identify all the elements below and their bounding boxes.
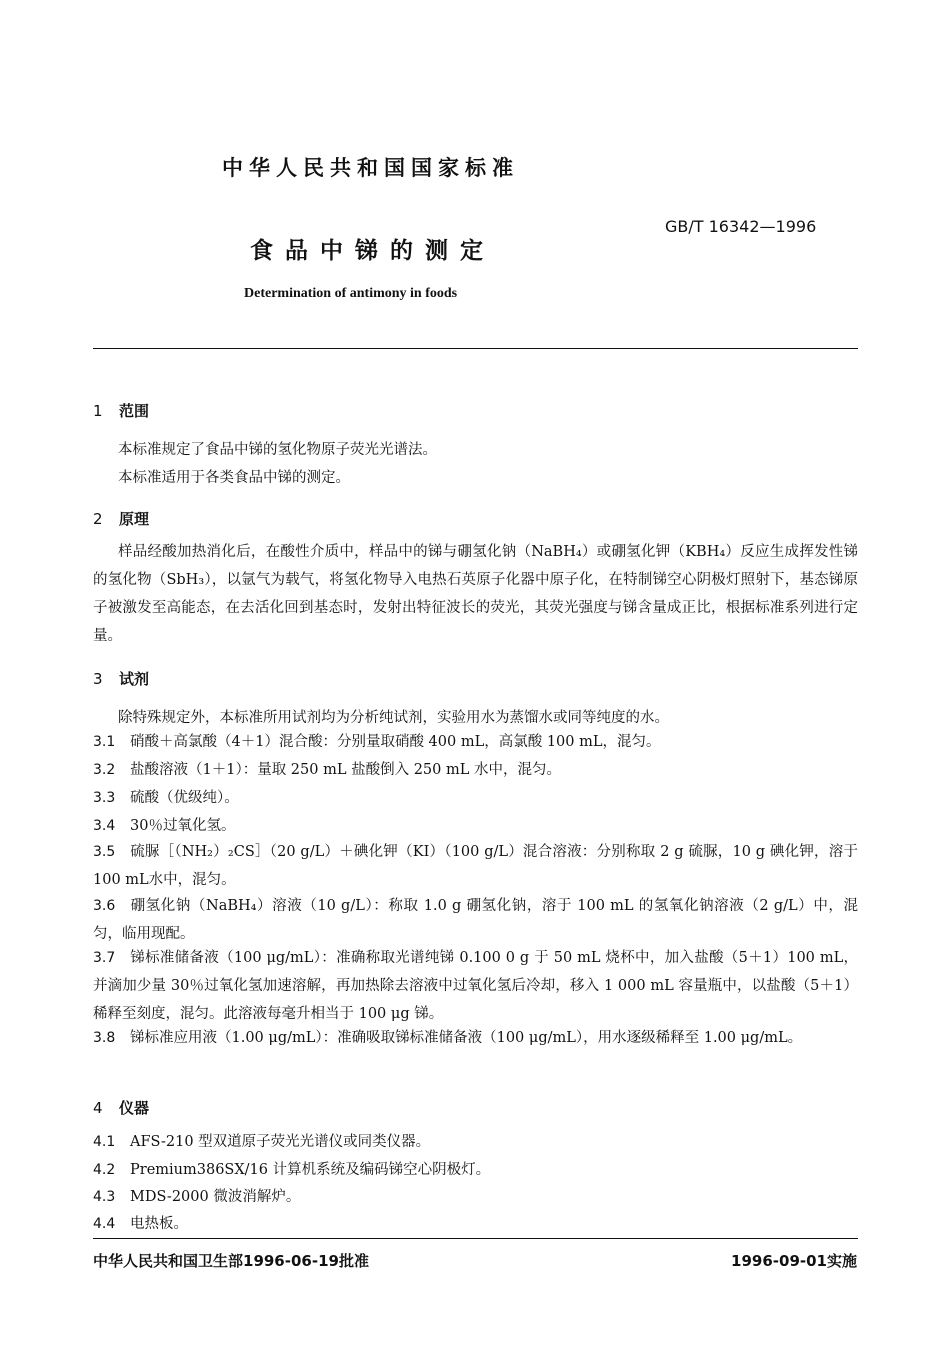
item-text: 盐酸溶液（1＋1）：量取 250 mL 盐酸倒入 250 mL 水中，混匀。	[130, 762, 561, 778]
footer-divider	[93, 1238, 858, 1239]
section-number: 3	[93, 670, 103, 688]
section-1-heading	[93, 400, 149, 421]
item-number: 3.8	[93, 1030, 116, 1046]
list-item	[93, 1024, 858, 1052]
section-4-heading	[93, 1097, 149, 1118]
list-item	[93, 892, 858, 948]
section-number: 1	[93, 402, 103, 420]
item-text: AFS-210 型双道原子荧光光谱仪或同类仪器。	[130, 1134, 431, 1150]
item-text: 硫酸（优级纯）。	[130, 790, 239, 806]
section-2-heading	[93, 508, 149, 529]
item-number: 4.4	[93, 1216, 116, 1232]
section-1-paragraph: 本标准规定了食品中锑的氢化物原子荧光光谱法。	[118, 442, 437, 458]
section-3-intro: 除特殊规定外，本标准所用试剂均为分析纯试剂，实验用水为蒸馏水或同等纯度的水。	[118, 710, 669, 726]
standard-code: GB/T 16342—1996	[665, 217, 817, 236]
item-text: MDS-2000 微波消解炉。	[130, 1189, 301, 1205]
section-number: 2	[93, 510, 103, 528]
item-number: 3.3	[93, 790, 116, 806]
item-text: 30％过氧化氢。	[130, 818, 236, 834]
item-number: 3.6	[93, 898, 116, 914]
list-item	[93, 728, 858, 756]
item-number: 4.3	[93, 1189, 116, 1205]
item-number: 3.1	[93, 734, 116, 750]
item-number: 3.2	[93, 762, 116, 778]
item-text: Premium386SX/16 计算机系统及编码锑空心阴极灯。	[130, 1162, 491, 1178]
section-number: 4	[93, 1099, 103, 1117]
list-item	[93, 944, 858, 1028]
item-text: 电热板。	[130, 1216, 188, 1232]
item-text: 硝酸＋高氯酸（4＋1）混合酸：分别量取硝酸 400 mL，高氯酸 100 mL，混匀。	[130, 734, 661, 750]
list-item	[93, 756, 858, 784]
item-number: 3.4	[93, 818, 116, 834]
item-text: 硼氢化钠（NaBH₄）溶液（10 g/L）：称取 1.0 g 硼氢化钠，溶于 100 mL 的氢氧化钠溶液（2 g/L）中，混匀，临用现配。	[93, 898, 858, 942]
list-item	[93, 1210, 858, 1238]
item-text: 锑标准储备液（100 μg/mL）：准确称取光谱纯锑 0.100 0 g 于 50 mL 烧杯中，加入盐酸（5＋1）100 mL，并滴加少量 30％过氧化氢加速溶解，再加热除去溶液中过氧化氢后冷却，移入 1 000 mL 容量瓶中，以盐酸（5＋1）稀释至刻度，混匀。此溶液每毫升相当于 100 μg 锑。	[93, 950, 858, 1022]
approval-line: 中华人民共和国卫生部1996-06-19批准	[93, 1252, 369, 1270]
section-title: 范围	[119, 402, 150, 420]
national-standard-heading: 中华人民共和国国家标准	[222, 156, 519, 180]
header-divider	[93, 348, 858, 349]
document-title: 食品中锑的测定	[250, 238, 495, 264]
item-text: 硫脲［（NH₂）₂CS］（20 g/L）＋碘化钾（KI）（100 g/L）混合溶液：分别称取 2 g 硫脲，10 g 碘化钾，溶于100 mL水中，混匀。	[93, 844, 858, 888]
section-1-paragraph: 本标准适用于各类食品中锑的测定。	[118, 470, 350, 486]
list-item	[93, 784, 858, 812]
english-title: Determination of antimony in foods	[244, 286, 458, 301]
list-item	[93, 838, 858, 894]
section-title: 仪器	[119, 1099, 150, 1117]
item-number: 4.2	[93, 1162, 116, 1178]
section-title: 试剂	[119, 670, 150, 688]
implementation-date: 1996-09-01实施	[731, 1252, 857, 1270]
item-number: 3.7	[93, 950, 116, 966]
list-item	[93, 1156, 858, 1184]
section-title: 原理	[119, 510, 150, 528]
item-number: 3.5	[93, 844, 116, 860]
list-item	[93, 1128, 858, 1156]
item-text: 锑标准应用液（1.00 μg/mL）：准确吸取锑标准储备液（100 μg/mL），用水逐级稀释至 1.00 μg/mL。	[130, 1030, 803, 1046]
section-2-paragraph: 样品经酸加热消化后，在酸性介质中，样品中的锑与硼氢化钠（NaBH₄）或硼氢化钾（KBH₄）反应生成挥发性锑的氢化物（SbH₃），以氩气为载气，将氢化物导入电热石英原子化器中原子化，在特制锑空心阴极灯照射下，基态锑原子被激发至高能态，在去活化回到基态时，发射出特征波长的荧光，其荧光强度与锑含量成正比，根据标准系列进行定量。	[93, 544, 858, 644]
section-3-heading	[93, 668, 149, 689]
item-number: 4.1	[93, 1134, 116, 1150]
list-item	[93, 812, 858, 840]
list-item	[93, 1183, 858, 1211]
